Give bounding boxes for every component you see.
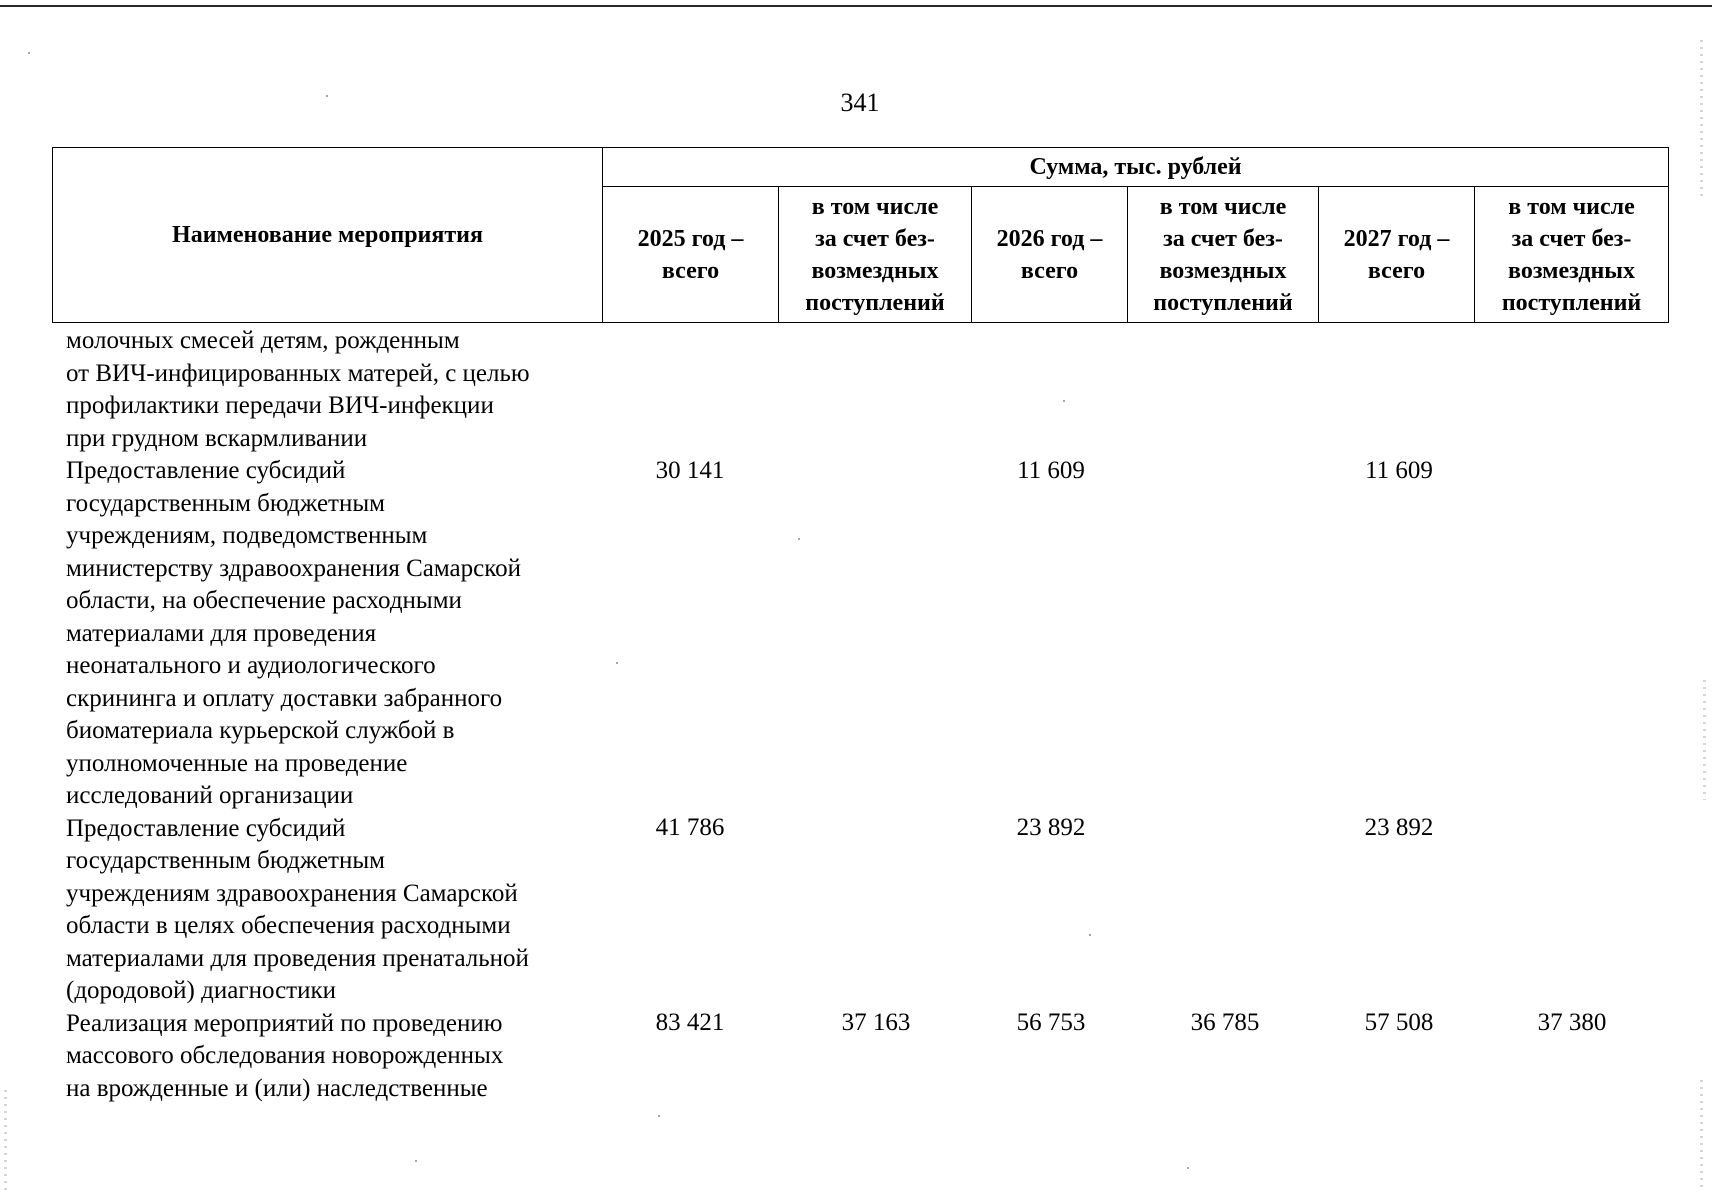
col-2026-total-header <box>972 187 1128 323</box>
text-line: при грудном вскармливании <box>66 424 368 452</box>
text-line: неонатального и аудиологического <box>66 652 436 679</box>
scan-speck <box>798 538 800 540</box>
value-2025-total: 41 786 <box>655 814 725 841</box>
col-header-line: возмездных <box>1508 257 1636 284</box>
value-2025-total: 83 421 <box>655 1009 725 1036</box>
text-line: исследований организации <box>66 782 354 809</box>
col-header-line: в том числе <box>1159 193 1287 220</box>
value-2027-grants: 37 380 <box>1537 1009 1607 1036</box>
scan-edge-noise <box>1700 1080 1703 1190</box>
col-header-line: 2026 год – <box>996 225 1103 252</box>
page-number: 341 <box>840 88 880 117</box>
text-line: области, на обеспечение расходными <box>66 587 462 614</box>
col-2025-grants-header <box>779 187 972 323</box>
text-line: Реализация мероприятий по проведению <box>66 1009 503 1037</box>
scan-speck <box>1187 1167 1189 1169</box>
scan-speck <box>326 95 328 97</box>
scan-edge-noise <box>1703 680 1706 800</box>
value-2025-total: 30 141 <box>655 457 725 484</box>
name-column-header: Наименование мероприятия <box>53 148 603 323</box>
scan-speck <box>415 1160 417 1162</box>
sum-group-header: Сумма, тыс. рублей <box>603 148 1669 187</box>
text-line: министерству здравоохранения Самарской <box>66 554 521 582</box>
scan-speck <box>616 662 618 664</box>
text-line: государственным бюджетным <box>66 489 385 517</box>
value-2026-grants: 36 785 <box>1190 1009 1260 1036</box>
text-line: массового обследования новорожденных <box>66 1042 504 1069</box>
text-line: на врожденные и (или) наследственные <box>66 1074 488 1102</box>
scan-speck <box>658 1115 660 1117</box>
scan-speck <box>28 52 30 54</box>
col-2025-total-header <box>603 187 779 323</box>
col-header-line: за счет без- <box>1163 225 1283 252</box>
top-rule <box>0 5 1712 7</box>
col-header-line: поступлений <box>805 289 945 316</box>
col-header-line: 2027 год – <box>1343 225 1450 252</box>
col-header-line: поступлений <box>1153 289 1293 316</box>
activity-names <box>66 325 626 1105</box>
value-2027-total: 11 609 <box>1365 457 1433 484</box>
value-2026-total: 56 753 <box>1016 1009 1086 1036</box>
col-2026-grants-header <box>1128 187 1319 323</box>
value-2026-total: 11 609 <box>1017 457 1085 484</box>
col-header-line: за счет без- <box>815 225 935 252</box>
col-2027-total-header <box>1319 187 1475 323</box>
text-line: (дородовой) диагностики <box>66 977 337 1004</box>
value-2027-total: 57 508 <box>1364 1009 1434 1036</box>
text-line: скрининга и оплату доставки забранного <box>66 684 503 712</box>
scan-speck <box>1063 400 1065 402</box>
text-line: от ВИЧ-инфицированных матерей, с целью <box>66 359 530 387</box>
col-header-line: поступлений <box>1501 289 1642 316</box>
text-line: биоматериала курьерской службой в <box>66 717 455 744</box>
text-line: материалами для проведения <box>66 619 377 647</box>
text-line: молочных смесей детям, рожденным <box>66 327 460 354</box>
header-table <box>52 147 1669 323</box>
col-header-line: возмездных <box>1159 257 1287 284</box>
scan-edge-noise <box>4 1090 7 1190</box>
text-line: учреждениям, подведомственным <box>66 522 428 549</box>
col-header-line: всего <box>1020 257 1079 284</box>
col-header-line: 2025 год – <box>637 225 744 252</box>
col-header-line: всего <box>661 257 720 284</box>
text-line: уполномоченные на проведение <box>66 749 408 777</box>
text-line: государственным бюджетным <box>66 847 385 874</box>
col-header-line: в том числе <box>1508 193 1635 220</box>
text-line: материалами для проведения пренатальной <box>66 944 529 972</box>
value-2026-total: 23 892 <box>1016 814 1086 841</box>
col-header-line: в том числе <box>811 193 939 220</box>
col-2027-grants-header <box>1475 187 1669 323</box>
value-2025-grants: 37 163 <box>841 1009 911 1036</box>
col-header-line: за счет без- <box>1511 225 1632 252</box>
col-header-line: возмездных <box>811 257 939 284</box>
value-2027-total: 23 892 <box>1364 814 1434 841</box>
scan-speck <box>1089 934 1091 936</box>
text-line: Предоставление субсидий <box>66 457 346 484</box>
col-header-line: всего <box>1367 257 1426 284</box>
text-line: профилактики передачи ВИЧ-инфекции <box>66 392 494 419</box>
text-line: учреждениям здравоохранения Самарской <box>66 879 518 907</box>
scan-edge-noise <box>1700 40 1703 200</box>
text-line: области в целях обеспечения расходными <box>66 912 511 939</box>
text-line: Предоставление субсидий <box>66 814 346 842</box>
